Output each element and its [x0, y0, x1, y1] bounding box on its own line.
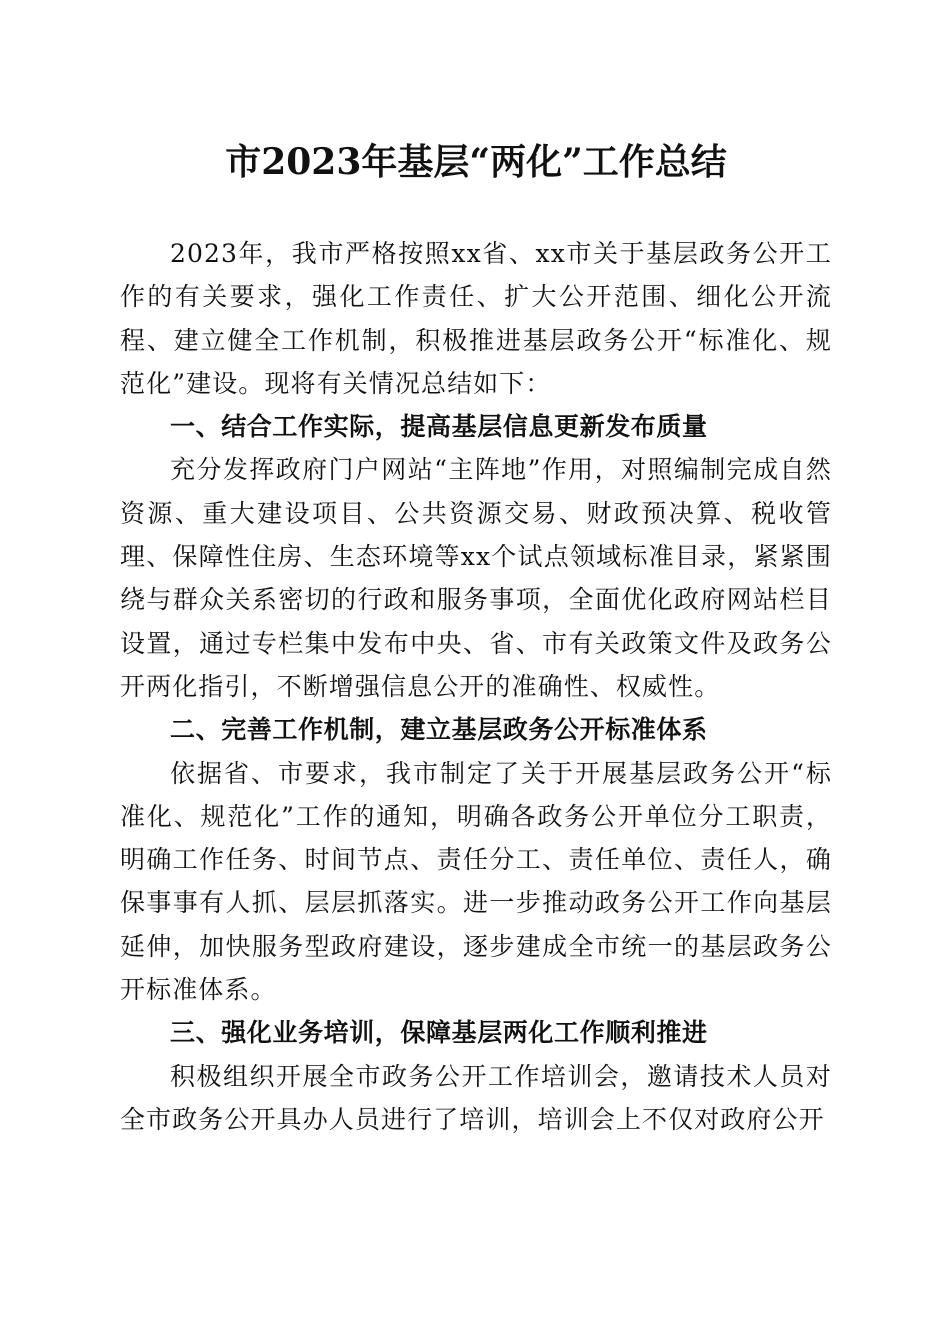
- document-page: [120, 0, 832, 1344]
- document-body: [120, 232, 832, 1141]
- section-3-heading: 三、强化业务培训，保障基层两化工作顺利推进: [170, 1018, 708, 1048]
- section-1-heading: 一、结合工作实际，提高基层信息更新发布质量: [170, 412, 708, 442]
- document-title: 市2023年基层“两化”工作总结: [225, 141, 727, 183]
- section-1-body: 充分发挥政府门户网站“主阵地”作用，对照编制完成自然资源、重大建设项目、公共资源交易、财政预决算、税收管理、保障性住房、生态环境等xx个试点领域标准目录，紧紧围绕与群众关系密切的行政和服务事项，全面优化政府网站栏目设置，通过专栏集中发布中央、省、市有关政策文件及政务公开两化指引，不断增强信息公开的准确性、权威性。: [120, 455, 832, 701]
- intro-paragraph: 2023年，我市严格按照xx省、xx市关于基层政务公开工作的有关要求，强化工作责任、扩大公开范围、细化公开流程、建立健全工作机制，积极推进基层政务公开“标准化、规范化”建设。现将有关情况总结如下：: [120, 239, 832, 398]
- section-2-body: 依据省、市要求，我市制定了关于开展基层政务公开“标准化、规范化”工作的通知，明确各政务公开单位分工职责，明确工作任务、时间节点、责任分工、责任单位、责任人，确保事事有人抓、层层抓落实。进一步推动政务公开工作向基层延伸，加快服务型政府建设，逐步建成全市统一的基层政务公开标准体系。: [120, 758, 832, 1005]
- section-3-body: 积极组织开展全市政务公开工作培训会，邀请技术人员对全市政务公开具办人员进行了培训，培训会上不仅对政府公开: [120, 1061, 832, 1134]
- section-2-heading: 二、完善工作机制，建立基层政务公开标准体系: [170, 715, 708, 745]
